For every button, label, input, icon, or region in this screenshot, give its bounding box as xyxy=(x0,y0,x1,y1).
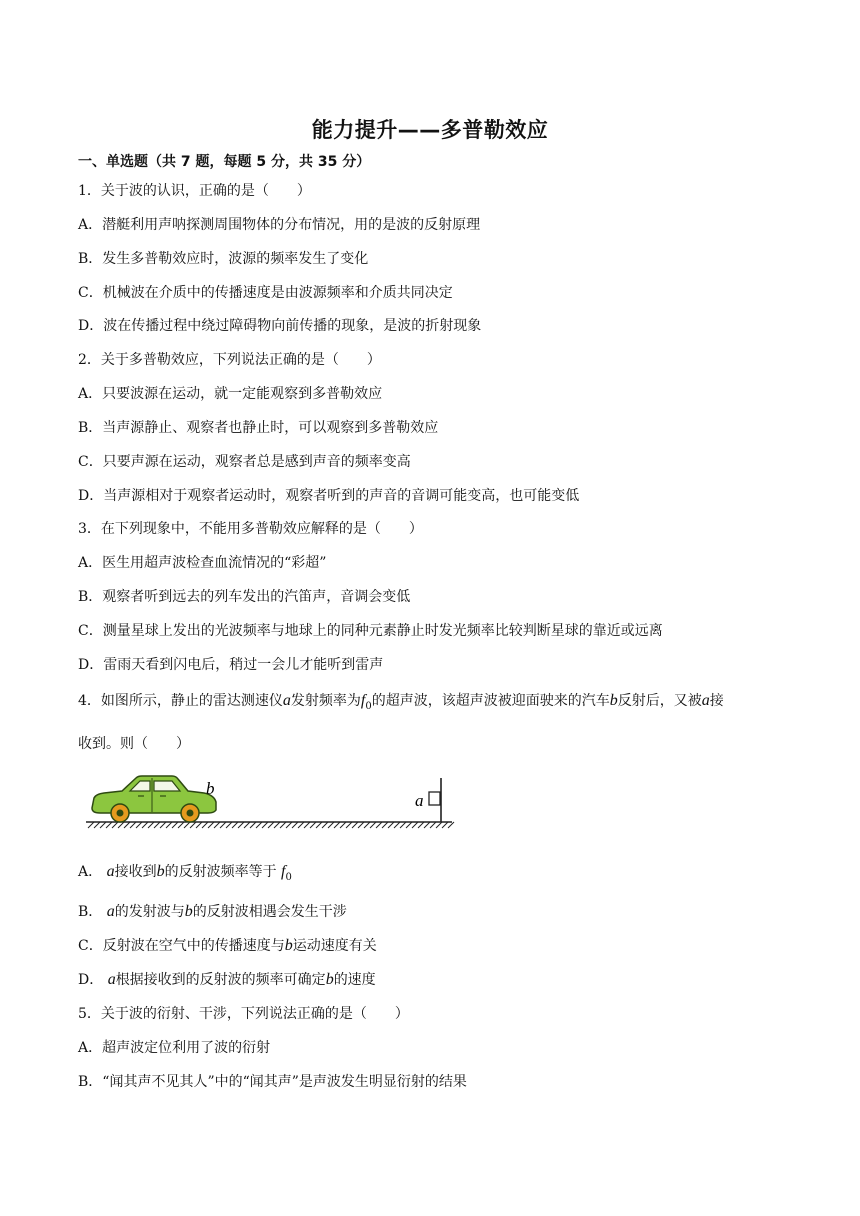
question-2-option-d: D．当声源相对于观察者运动时，观察者听到的声音的音调可能变高，也可能变低 xyxy=(78,488,580,504)
question-2-option-a: A．只要波源在运动，就一定能观察到多普勒效应 xyxy=(78,386,383,402)
question-1-option-d: D．波在传播过程中绕过障碍物向前传播的现象，是波的折射现象 xyxy=(78,318,482,334)
question-3-option-d: D．雷雨天看到闪电后，稍过一会儿才能听到雷声 xyxy=(78,657,384,673)
question-3-option-a: A．医生用超声波检查血流情况的“彩超” xyxy=(78,555,327,571)
question-1-option-b: B．发生多普勒效应时，波源的频率发生了变化 xyxy=(78,251,369,267)
question-4-option-b: B． a的发射波与b的反射波相遇会发生干涉 xyxy=(78,903,347,920)
car-radar-diagram xyxy=(80,770,460,834)
question-1-stem: 1．关于波的认识，正确的是（ ） xyxy=(78,183,311,199)
question-4-option-a: A． a接收到b的反射波频率等于 $f_0$ xyxy=(78,863,292,883)
question-1-option-a: A．潜艇利用声呐探测周围物体的分布情况，用的是波的反射原理 xyxy=(78,217,481,233)
radar-label: a xyxy=(415,791,424,810)
question-4-option-c: C．反射波在空气中的传播速度与b运动速度有关 xyxy=(78,937,377,954)
car-icon xyxy=(92,776,216,822)
radar-icon xyxy=(429,778,441,822)
question-5-stem: 5．关于波的衍射、干涉，下列说法正确的是（ ） xyxy=(78,1006,409,1022)
question-3-stem: 3．在下列现象中，不能用多普勒效应解释的是（ ） xyxy=(78,521,423,537)
question-5-option-b: B．“闻其声不见其人”中的“闻其声”是声波发生明显衍射的结果 xyxy=(78,1074,467,1090)
question-1-option-c: C．机械波在介质中的传播速度是由波源频率和介质共同决定 xyxy=(78,285,453,301)
question-2-stem: 2．关于多普勒效应，下列说法正确的是（ ） xyxy=(78,352,381,368)
question-3-option-b: B．观察者听到远去的列车发出的汽笛声，音调会变低 xyxy=(78,589,411,605)
question-2-option-b: B．当声源静止、观察者也静止时，可以观察到多普勒效应 xyxy=(78,420,439,436)
question-4-stem-line1: 4．如图所示，静止的雷达测速仪a发射频率为$f_0$的超声波，该超声波被迎面驶来的汽车b反射后，又被a接 xyxy=(78,692,724,712)
question-3-option-c: C．测量星球上发出的光波频率与地球上的同种元素静止时发光频率比较判断星球的靠近或远离 xyxy=(78,623,663,639)
question-4-stem-line2: 收到。则（ ） xyxy=(78,736,190,752)
question-4-option-d: D． a根据接收到的反射波的频率可确定b的速度 xyxy=(78,971,376,988)
car-radar-figure xyxy=(80,770,460,834)
page-title: 能力提升——多普勒效应 xyxy=(311,118,549,142)
question-2-option-c: C．只要声源在运动，观察者总是感到声音的频率变高 xyxy=(78,454,411,470)
car-label: b xyxy=(206,779,215,798)
question-5-option-a: A．超声波定位利用了波的衍射 xyxy=(78,1040,271,1056)
section-heading: 一、单选题（共 7 题，每题 5 分，共 35 分） xyxy=(78,154,371,170)
